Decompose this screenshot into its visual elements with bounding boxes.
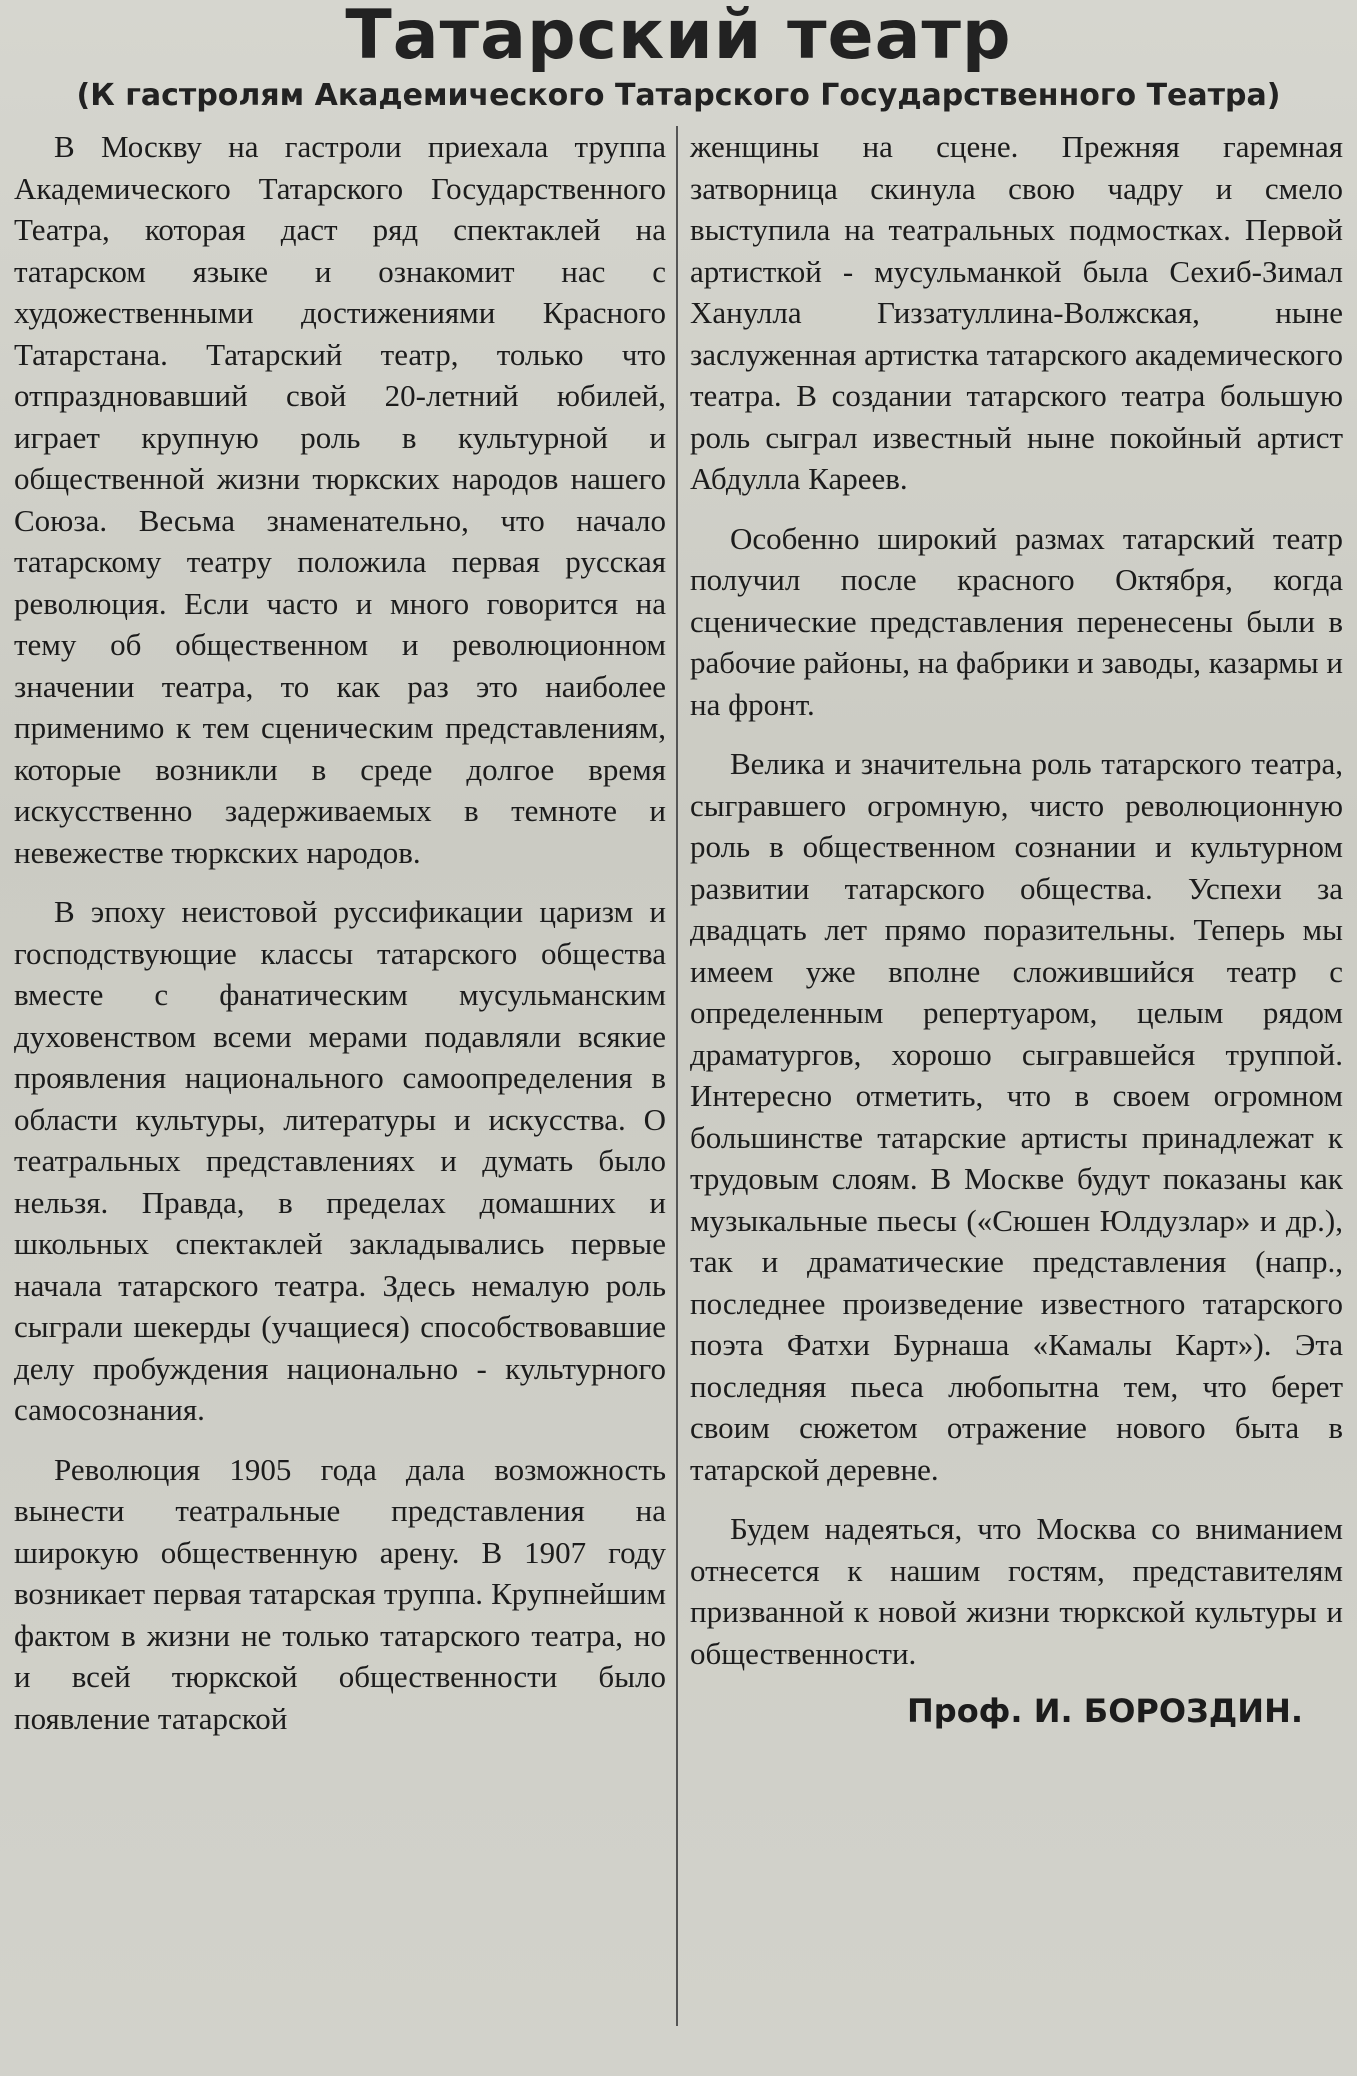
paragraph: В Москву на гастроли приехала труппа Академического Татарского Государственного Театра, которая даст ряд спектаклей на татарском языке и ознакомит нас с художественными достижениями Красного Татарстана. Татарский театр, только что отпраздновавший свой 20-летний юбилей, играет крупную роль в культурной и общественной жизни тюркских народов нашего Союза. Весьма знаменательно, что начало татарскому театру положила первая русская революция. Если часто и много говорится на тему об общественном и революционном значении театра, то как раз это наиболее применимо к тем сценическим представлениям, которые возникли в среде долгое время искусственно задерживаемых в темноте и невежестве тюркских народов. bbox=[14, 129, 666, 870]
paragraph: В эпоху неистовой руссификации царизм и господствующие классы татарского общества вместе с фанатическим мусульманским духовенством всеми мерами подавляли всякие проявления национального самоопределения в области культуры, литературы и искусства. О театральных представлениях и думать было нельзя. Правда, в пределах домашних и школьных спектаклей закладывались первые начала татарского театра. Здесь немалую роль сыграли шекерды (учащиеся) способствовавшие делу пробуждения национально - культурного самосознания. bbox=[14, 894, 666, 1427]
article-title: Татарский театр bbox=[345, 0, 1012, 75]
author-signature: Проф. И. БОРОЗДИН. bbox=[907, 1692, 1303, 1730]
article-subtitle: (К гастролям Академического Татарского Государственного Театра) bbox=[76, 78, 1281, 113]
right-column bbox=[680, 126, 1343, 2026]
paragraph: Революция 1905 года дала возможность вынести театральные представления на широкую общественную арену. В 1907 году возникает первая татарская труппа. Крупнейшим фактом в жизни не только татарского театра, но и всей тюркской общественности было появление татарской bbox=[14, 1451, 666, 1736]
left-column bbox=[14, 126, 678, 2026]
paragraph: Велика и значительна роль татарского театра, сыгравшего огромную, чисто революционную роль в общественном сознании и культурном развитии татарского общества. Успехи за двадцать лет прямо поразительны. Теперь мы имеем уже вполне сложившийся театр с определенным репертуаром, целым рядом драматургов, хорошо сыгравшейся труппой. Интересно отметить, что в своем огромном большинстве татарские артисты принадлежат к трудовым слоям. В Москве будут показаны как музыкальные пьесы («Сюшен Юлдузлар» и др.), так и драматические представления (напр., последнее произведение известного татарского поэта Фатхи Бурнаша «Камалы Карт»). Эта последняя пьеса любопытна тем, что берет своим сюжетом отражение нового быта в татарской деревне. bbox=[690, 746, 1343, 1487]
paragraph: женщины на сцене. Прежняя гаремная затворница скинула свою чадру и смело выступила на театральных подмостках. Первой артисткой - мусульманкой была Сехиб-Зимал Ханулла Гиззатуллина-Волжская, ныне заслуженная артистка татарского академического театра. В создании татарского театра большую роль сыграл известный ныне покойный артист Абдулла Кареев. bbox=[690, 129, 1343, 496]
paragraph: Особенно широкий размах татарский театр получил после красного Октября, когда сценические представления перенесены были в рабочие районы, на фабрики и заводы, казармы и на фронт. bbox=[690, 520, 1343, 722]
article-columns bbox=[14, 126, 1343, 2026]
paragraph: Будем надеяться, что Москва со вниманием отнесется к нашим гостям, представителям призванной к новой жизни тюркской культуры и общественности. bbox=[690, 1511, 1343, 1671]
